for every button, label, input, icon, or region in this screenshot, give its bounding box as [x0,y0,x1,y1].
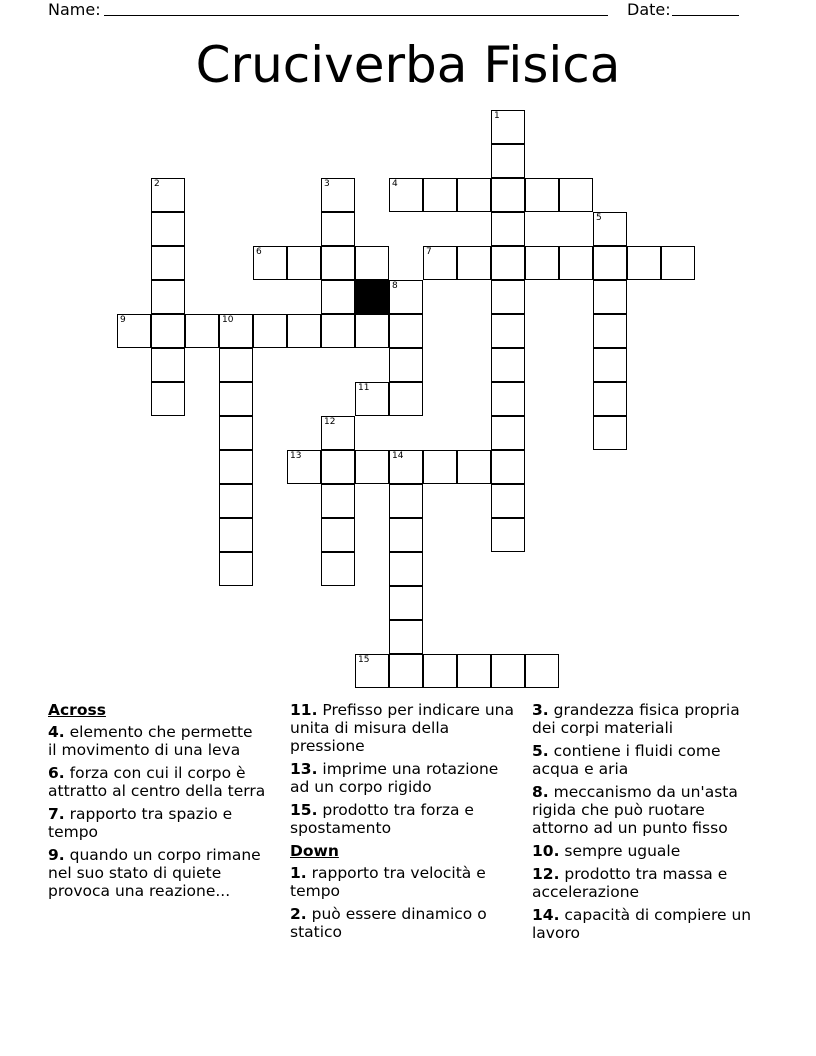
grid-cell[interactable] [627,246,661,280]
clue-text: capacità di compiere un lavoro [532,906,752,942]
grid-cell[interactable] [321,518,355,552]
clue-number-label: 10 [222,315,234,325]
clues-column-2 [290,701,515,946]
clue-number-label: 5 [596,213,602,223]
name-blank-line[interactable] [104,15,608,16]
date-label: Date: [627,0,671,19]
clue-number: 2. [290,905,307,923]
grid-cell[interactable] [423,246,457,280]
grid-cell[interactable] [151,212,185,246]
clue-text: prodotto tra forza e spostamento [290,801,474,837]
grid-cell[interactable] [321,484,355,518]
grid-cell[interactable] [491,144,525,178]
clue-number-label: 14 [392,451,404,461]
grid-cell[interactable] [491,348,525,382]
grid-cell[interactable] [491,246,525,280]
clues-column-3 [532,701,757,947]
grid-cell[interactable] [321,212,355,246]
grid-cell[interactable] [491,314,525,348]
clue-item [48,723,266,759]
clue-text: elemento che permette il movimento di una leva [48,723,253,759]
clue-item [532,906,757,942]
clue-number-label: 4 [392,179,398,189]
down-heading: Down [290,842,339,860]
grid-cell[interactable] [389,178,423,212]
clue-number-label: 8 [392,281,398,291]
grid-cell[interactable] [593,416,627,450]
clue-item [290,760,515,796]
date-blank-line[interactable] [672,15,739,16]
clue-number-label: 1 [494,111,500,121]
clue-item [532,865,757,901]
grid-cell[interactable] [321,246,355,280]
grid-cell[interactable] [389,450,423,484]
clue-number: 11. [290,701,318,719]
clue-text: può essere dinamico o statico [290,905,487,941]
clue-text: grandezza fisica propria dei corpi materiali [532,701,740,737]
clue-text: contiene i fluidi come acqua e aria [532,742,721,778]
grid-cell[interactable] [287,314,321,348]
grid-cell[interactable] [321,314,355,348]
grid-cell[interactable] [491,178,525,212]
grid-cell[interactable] [457,450,491,484]
grid-cell[interactable] [593,382,627,416]
grid-cell[interactable] [219,484,253,518]
grid-cell[interactable] [287,246,321,280]
grid-cell[interactable] [321,416,355,450]
clue-number-label: 7 [426,247,432,257]
clue-number: 8. [532,783,549,801]
clue-number: 13. [290,760,318,778]
grid-cell[interactable] [389,348,423,382]
clue-text: rapporto tra velocità e tempo [290,864,486,900]
grid-cell[interactable] [389,620,423,654]
grid-cell[interactable] [423,654,457,688]
grid-cell[interactable] [321,450,355,484]
grid-cell[interactable] [321,552,355,586]
page-title: Cruciverba Fisica [195,36,621,94]
grid-cell[interactable] [389,518,423,552]
grid-cell[interactable] [389,314,423,348]
grid-cell[interactable] [219,450,253,484]
clue-item [532,701,757,737]
clue-number: 9. [48,846,65,864]
clue-number: 5. [532,742,549,760]
clue-number: 10. [532,842,560,860]
clue-text: sempre uguale [564,842,681,860]
clue-text: forza con cui il corpo è attratto al centro della terra [48,764,266,800]
grid-cell[interactable] [355,382,389,416]
grid-cell[interactable] [491,280,525,314]
clue-item [48,805,266,841]
clue-number: 12. [532,865,560,883]
grid-cell[interactable] [661,246,695,280]
clue-number: 7. [48,805,65,823]
grid-cell[interactable] [525,246,559,280]
grid-cell[interactable] [491,654,525,688]
clue-number: 3. [532,701,549,719]
clue-text: meccanismo da un'asta rigida che può ruotare attorno ad un punto fisso [532,783,738,837]
clue-item [290,864,515,900]
grid-cell[interactable] [151,348,185,382]
grid-cell[interactable] [389,382,423,416]
grid-cell[interactable] [593,280,627,314]
grid-cell[interactable] [219,382,253,416]
grid-cell[interactable] [389,654,423,688]
clue-text: prodotto tra massa e accelerazione [532,865,728,901]
grid-cell[interactable] [321,280,355,314]
grid-cell[interactable] [253,314,287,348]
grid-cell[interactable] [355,246,389,280]
worksheet-header [48,0,748,20]
grid-cell[interactable] [389,586,423,620]
clue-item [532,783,757,837]
clues-column-1 [48,701,266,905]
grid-cell[interactable] [593,314,627,348]
across-heading: Across [48,701,106,719]
grid-cell[interactable] [491,484,525,518]
grid-cell[interactable] [491,212,525,246]
clue-number-label: 13 [290,451,302,461]
grid-cell[interactable] [151,382,185,416]
grid-cell[interactable] [457,654,491,688]
grid-cell[interactable] [491,382,525,416]
grid-cell[interactable] [219,518,253,552]
grid-cell[interactable] [253,246,287,280]
grid-cell[interactable] [185,314,219,348]
clue-number-label: 2 [154,179,160,189]
grid-cell[interactable] [355,314,389,348]
grid-cell[interactable] [559,246,593,280]
grid-cell[interactable] [525,654,559,688]
grid-cell[interactable] [593,348,627,382]
clue-number-label: 15 [358,655,370,665]
grid-cell[interactable] [219,348,253,382]
grid-cell[interactable] [457,178,491,212]
grid-cell[interactable] [389,280,423,314]
clue-item [532,742,757,778]
clue-number-label: 11 [358,383,370,393]
grid-cell[interactable] [491,518,525,552]
grid-cell[interactable] [321,178,355,212]
clue-item [48,846,266,900]
clue-number-label: 3 [324,179,330,189]
clue-text: imprime una rotazione ad un corpo rigido [290,760,499,796]
grid-cell[interactable] [457,246,491,280]
grid-cell[interactable] [287,450,321,484]
grid-cell[interactable] [151,178,185,212]
grid-cell[interactable] [559,178,593,212]
clue-number-label: 9 [120,315,126,325]
grid-cell[interactable] [151,314,185,348]
clue-number: 1. [290,864,307,882]
grid-cell[interactable] [219,416,253,450]
grid-cell[interactable] [593,212,627,246]
grid-cell[interactable] [355,654,389,688]
clue-number-label: 6 [256,247,262,257]
grid-cell[interactable] [389,484,423,518]
name-label: Name: [48,0,101,19]
grid-cell[interactable] [491,110,525,144]
grid-cell[interactable] [219,314,253,348]
grid-cell[interactable] [423,450,457,484]
clue-item [290,801,515,837]
clue-text: Prefisso per indicare una unita di misura della pressione [290,701,514,755]
clue-number: 15. [290,801,318,819]
grid-cell[interactable] [491,416,525,450]
grid-cell[interactable] [219,552,253,586]
clue-number: 14. [532,906,560,924]
grid-cell[interactable] [389,552,423,586]
clue-number: 6. [48,764,65,782]
grid-cell[interactable] [355,450,389,484]
clue-text: rapporto tra spazio e tempo [48,805,233,841]
clue-number-label: 12 [324,417,336,427]
clue-text: quando un corpo rimane nel suo stato di quiete provoca una reazione... [48,846,261,900]
grid-cell[interactable] [151,246,185,280]
clue-number: 4. [48,723,65,741]
clue-item [290,905,515,941]
clue-item [48,764,266,800]
grid-cell[interactable] [593,246,627,280]
grid-cell[interactable] [491,450,525,484]
clue-item [532,842,757,860]
grid-cell[interactable] [117,314,151,348]
grid-cell[interactable] [423,178,457,212]
grid-cell[interactable] [151,280,185,314]
clue-item [290,701,515,755]
blocked-cell [355,280,389,314]
grid-cell[interactable] [525,178,559,212]
